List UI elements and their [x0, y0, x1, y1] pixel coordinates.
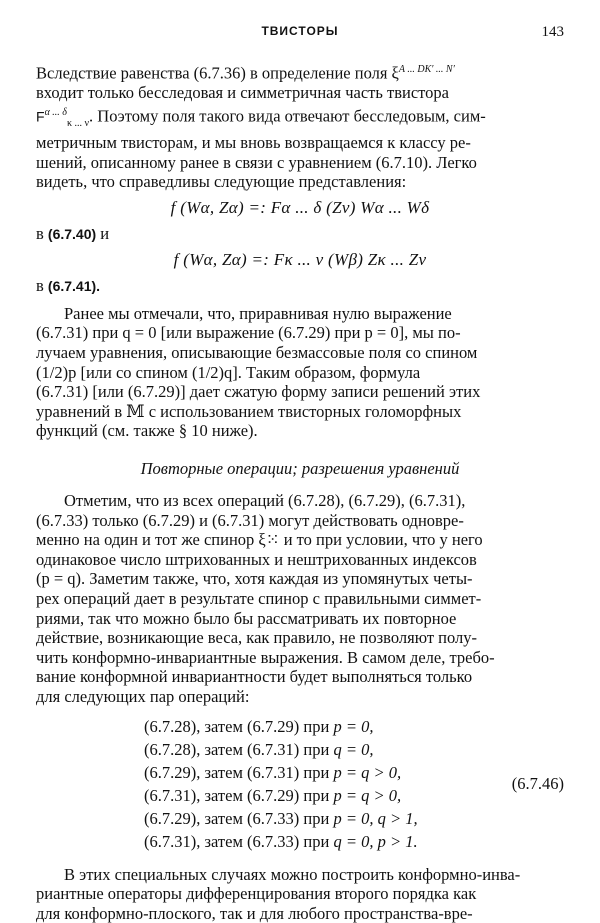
p1-line6: видеть, что справедливы следующие представления:: [36, 172, 407, 192]
case-row: [144, 761, 401, 784]
p3-line11: для следующих пар операций:: [36, 686, 250, 706]
label2-ref: (6.7.41).: [47, 277, 101, 294]
case-first-op: (6.7.31),: [144, 785, 201, 805]
p1-line5: шений, описанному ранее в связи с уравнением (6.7.10). Легко: [36, 152, 477, 172]
p1-twistor-sup: α ... δ: [44, 106, 67, 118]
p1-twistor-sub: κ ... ν: [66, 117, 90, 129]
operation-cases: [36, 715, 564, 855]
p3-line6: рех операций дает в результате спинор с правильными симмет-: [36, 588, 482, 608]
p4-line2: риантные операторы дифференцирования второго порядка как: [36, 884, 477, 904]
p1-line1: Вследствие равенства (6.7.36) в определение поля ξ: [36, 63, 399, 83]
page-number: 143: [541, 24, 564, 40]
case-word: затем: [204, 808, 243, 828]
case-at: при: [303, 785, 330, 805]
p1-superscript: A ... DK′ ... N′: [398, 64, 455, 75]
paragraph-2: [36, 304, 564, 441]
case-second-op: (6.7.29): [247, 785, 300, 805]
case-condition: q = 0,: [333, 739, 374, 759]
case-word: затем: [204, 762, 243, 782]
p2-line2: (6.7.31) при q = 0 [или выражение (6.7.29) при p = 0], мы по-: [36, 323, 461, 343]
case-row: [144, 715, 373, 738]
label2-prefix: в: [36, 275, 44, 295]
label1-suffix: и: [100, 223, 110, 243]
p3-line3: менно на один и тот же спинор ξ⁙ и то при условии, что у него: [36, 530, 483, 550]
case-condition: p = 0, q > 1,: [333, 808, 418, 828]
p1-line3: . Поэтому поля такого вида отвечают бесследовым, сим-: [89, 106, 486, 126]
case-at: при: [303, 831, 330, 851]
section-title: Повторные операции; разрешения уравнений: [140, 459, 460, 479]
case-first-op: (6.7.28),: [144, 739, 201, 759]
case-at: при: [303, 808, 330, 828]
paragraph-4: [36, 865, 564, 923]
case-at: при: [303, 739, 330, 759]
p3-line8: действие, возникающие веса, как правило, не позволяют полу-: [36, 628, 477, 648]
case-row: [144, 830, 418, 853]
p3-line4: одинаковое число штрихованных и нештрихованных индексов: [36, 549, 477, 569]
case-first-op: (6.7.31),: [144, 831, 201, 851]
case-first-op: (6.7.29),: [144, 808, 201, 828]
p2-line7: функций (см. также § 10 ниже).: [36, 421, 258, 441]
page-body: [36, 60, 564, 923]
case-at: при: [303, 762, 330, 782]
p2-line6: уравнений в 𝕄 с использованием твисторных голоморфных: [36, 401, 462, 421]
label1-ref: (6.7.40): [47, 225, 97, 242]
p4-line3: для конформно-плоского, так и для любого пространства-вре-: [36, 903, 473, 923]
p4-line1: В этих специальных случаях можно построить конформно-инва-: [64, 864, 521, 884]
case-second-op: (6.7.31): [247, 762, 300, 782]
case-at: при: [303, 716, 330, 736]
formula-label-2: [36, 276, 564, 296]
p3-line9: чить конформно-инвариантные выражения. В самом деле, требо-: [36, 647, 495, 667]
case-row: [144, 784, 401, 807]
case-word: затем: [204, 739, 243, 759]
case-condition: q = 0, p > 1.: [333, 831, 418, 851]
p1-twistor-symbol: F: [36, 108, 45, 125]
p1-line4: метричным твисторам, и мы вновь возвращаемся к классу ре-: [36, 133, 471, 153]
page-header: [0, 22, 600, 44]
p3-line1: Отметим, что из всех операций (6.7.28), (6.7.29), (6.7.31),: [64, 491, 466, 511]
case-condition: p = 0,: [333, 716, 374, 736]
case-row: [144, 738, 373, 761]
case-first-op: (6.7.29),: [144, 762, 201, 782]
case-first-op: (6.7.28),: [144, 716, 201, 736]
p2-line5: (6.7.31) [или (6.7.29)] дает сжатую форму записи решений этих: [36, 382, 481, 402]
running-title: ТВИСТОРЫ: [261, 24, 339, 38]
equation-number-6-7-46: (6.7.46): [511, 773, 564, 793]
case-word: затем: [204, 831, 243, 851]
case-word: затем: [204, 785, 243, 805]
paragraph-1: [36, 60, 564, 192]
p3-line10: вание конформной инвариантности будет выполняться только: [36, 667, 473, 687]
case-second-op: (6.7.29): [247, 716, 300, 736]
case-word: затем: [204, 716, 243, 736]
case-condition: p = q > 0,: [333, 785, 402, 805]
case-second-op: (6.7.31): [247, 739, 300, 759]
case-row: [144, 807, 418, 830]
formula-label-1: [36, 224, 564, 244]
p3-line2: (6.7.33) только (6.7.29) и (6.7.31) могут действовать одновре-: [36, 510, 464, 530]
p1-line2: входит только бесследовая и симметричная часть твистора: [36, 83, 449, 103]
p3-line5: (p = q). Заметим также, что, хотя каждая из упомянутых четы-: [36, 569, 473, 589]
formula-6-7-40: f (Wα, Zα) =: Fα ... δ (Zν) Wα ... Wδ: [170, 197, 430, 217]
formula-6-7-41: f (Wα, Zα) =: Fκ ... ν (Wβ) Zκ ... Zν: [173, 249, 427, 269]
case-second-op: (6.7.33): [247, 808, 300, 828]
case-second-op: (6.7.33): [247, 831, 300, 851]
case-condition: p = q > 0,: [333, 762, 402, 782]
p2-line1: Ранее мы отмечали, что, приравнивая нулю выражение: [64, 303, 452, 323]
paragraph-3: [36, 491, 564, 707]
p3-line7: риями, так что можно было бы рассматривать их повторное: [36, 608, 457, 628]
p2-line3: лучаем уравнения, описывающие безмассовые поля со спином: [36, 343, 478, 363]
p2-line4: (1/2)p [или со спином (1/2)q]. Таким образом, формула: [36, 362, 421, 382]
label1-prefix: в: [36, 223, 44, 243]
